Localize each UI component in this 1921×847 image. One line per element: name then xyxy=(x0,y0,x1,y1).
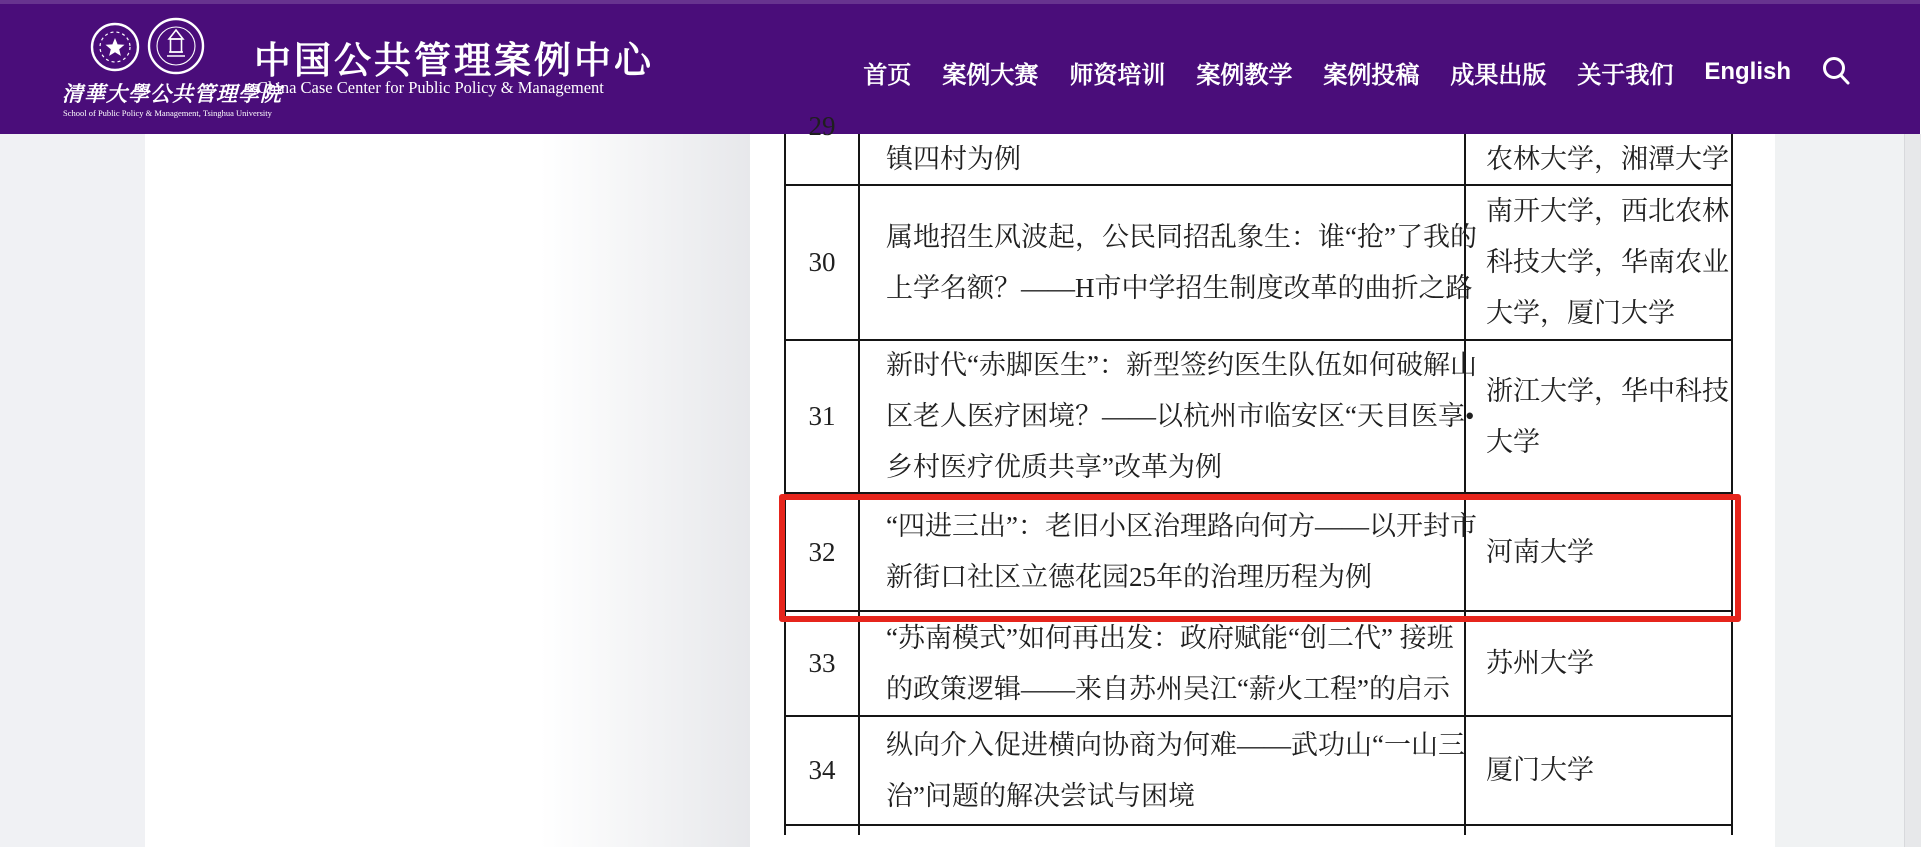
university-line: 大学 xyxy=(1486,426,1540,457)
search-icon[interactable] xyxy=(1820,55,1854,89)
university-cell xyxy=(1466,341,1731,492)
nav-item-training[interactable]: 师资培训 xyxy=(1069,61,1166,89)
table-row-30 xyxy=(786,186,1731,341)
university-line: 厦门大学 xyxy=(1486,755,1594,785)
site-title: 中国公共管理案例中心 xyxy=(254,40,654,81)
case-title-line: 的政策逻辑——来自苏州吴江“薪火工程”的启示 xyxy=(886,673,1450,704)
nav-item-submission[interactable]: 案例投稿 xyxy=(1323,61,1420,89)
row-number: 33 xyxy=(808,648,836,678)
table-row-33 xyxy=(786,612,1731,717)
main-nav xyxy=(863,0,1854,134)
case-title-cell xyxy=(860,826,1466,835)
nav-item-publication[interactable]: 成果出版 xyxy=(1450,61,1547,89)
university-line: 苏州大学 xyxy=(1486,648,1594,678)
row-number-cell xyxy=(786,717,860,824)
case-title-cell xyxy=(860,341,1477,492)
case-title-cell xyxy=(860,612,1466,715)
case-title-line: 乡村医疗优质共享”改革为例 xyxy=(886,452,1222,482)
case-title-line: 治”问题的解决尝试与困境 xyxy=(886,780,1195,811)
case-title-line: 纵向介入促进横向协商为何难——武功山“一山三 xyxy=(886,729,1465,760)
nav-item-about[interactable]: 关于我们 xyxy=(1577,61,1674,89)
case-title-cell xyxy=(860,134,1466,184)
nav-item-english[interactable]: English xyxy=(1704,58,1791,85)
case-title-line: “苏南模式”如何再出发：政府赋能“创二代” 接班 xyxy=(886,622,1454,653)
page-right-margin xyxy=(1775,134,1920,847)
row-number: 30 xyxy=(808,247,836,277)
university-cell xyxy=(1466,826,1731,835)
row-number-cell xyxy=(786,612,860,715)
table-row-32-highlighted xyxy=(786,494,1731,612)
table-row-31 xyxy=(786,341,1731,494)
sppm-seal-icon xyxy=(147,17,205,75)
university-line: 大学，厦门大学 xyxy=(1486,298,1675,328)
case-title-line: 上学名额？——H市中学招生制度改革的曲折之路 xyxy=(886,272,1473,303)
school-name-english: School of Public Policy & Management, Tsinghua University xyxy=(63,108,272,118)
scrollbar[interactable] xyxy=(1904,134,1921,847)
university-line: 河南大学 xyxy=(1486,536,1594,567)
table-row-35-partial xyxy=(786,826,1731,835)
university-cell xyxy=(1466,717,1731,824)
site-subtitle: China Case Center for Public Policy & Management xyxy=(257,78,604,97)
page-left-margin xyxy=(0,134,145,847)
university-cell xyxy=(1466,134,1731,184)
university-cell xyxy=(1466,494,1731,610)
case-title-cell xyxy=(860,717,1466,824)
university-cell xyxy=(1466,186,1731,339)
row-number: 34 xyxy=(808,755,836,785)
scan-left-shadow xyxy=(540,134,750,847)
table-row-29 xyxy=(786,111,1731,186)
row-number: 32 xyxy=(808,536,836,567)
nav-item-home[interactable]: 首页 xyxy=(863,61,912,89)
results-table xyxy=(784,111,1733,835)
site-header xyxy=(0,0,1920,134)
row-number-cell xyxy=(786,494,860,610)
row-number-cell xyxy=(786,826,860,835)
tsinghua-seal-icon xyxy=(90,22,140,72)
case-title-line: 镇四村为例 xyxy=(886,143,1021,174)
row-number-cell xyxy=(786,341,860,492)
case-title-line: 属地招生风波起，公民同招乱象生：谁“抢”了我的 xyxy=(886,221,1477,252)
nav-item-teaching[interactable]: 案例教学 xyxy=(1196,61,1293,89)
university-line: 科技大学，华南农业 xyxy=(1486,247,1729,277)
university-line: 浙江大学，华中科技 xyxy=(1486,375,1729,406)
row-number-cell xyxy=(786,111,860,184)
school-calligraphy: 清華大學公共管理學院 xyxy=(62,82,282,106)
case-title-line: “四进三出”：老旧小区治理路向何方——以开封市 xyxy=(886,511,1477,541)
case-title-line: 区老人医疗困境？——以杭州市临安区“天目医享• xyxy=(886,401,1475,431)
case-title-line: 新时代“赤脚医生”：新型签约医生队伍如何破解山 xyxy=(886,350,1477,380)
university-line: 南开大学，西北农林 xyxy=(1486,196,1729,226)
nav-item-competition[interactable]: 案例大赛 xyxy=(942,61,1039,89)
university-cell xyxy=(1466,612,1731,715)
case-title-line: 新街口社区立德花园25年的治理历程为例 xyxy=(886,562,1372,592)
row-number: 29 xyxy=(808,111,836,141)
case-title-cell xyxy=(860,186,1477,339)
row-number: 31 xyxy=(808,401,836,431)
row-number-cell xyxy=(786,186,860,339)
case-title-cell xyxy=(860,494,1477,610)
university-line: 农林大学，湘潭大学 xyxy=(1486,143,1729,174)
table-row-34 xyxy=(786,717,1731,826)
